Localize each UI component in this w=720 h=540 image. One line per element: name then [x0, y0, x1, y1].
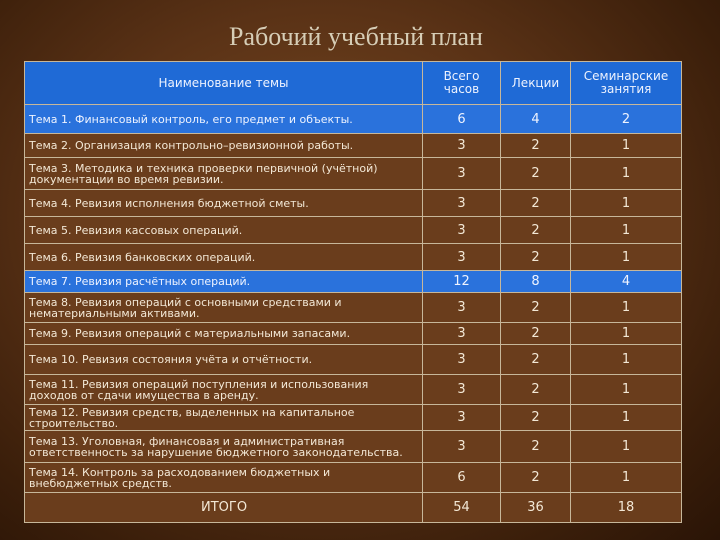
table-row: [25, 271, 682, 293]
header-seminars: Семинарские занятия: [571, 62, 682, 105]
table-row: [25, 463, 682, 493]
row-lectures: 2: [501, 323, 571, 345]
row-lectures: 2: [501, 375, 571, 405]
total-hours-value: 54: [423, 493, 501, 523]
row-total-hours: 3: [423, 375, 501, 405]
row-theme: Тема 7. Ревизия расчётных операций.: [25, 271, 423, 293]
row-total-hours: 12: [423, 271, 501, 293]
row-total-hours: 3: [423, 244, 501, 271]
row-theme: Тема 2. Организация контрольно–ревизионной работы.: [25, 134, 423, 158]
table-row: [25, 134, 682, 158]
row-total-hours: 3: [423, 405, 501, 431]
row-theme: Тема 11. Ревизия операций поступления и использования доходов от сдачи имущества в аренду.: [25, 375, 423, 405]
row-seminars: 1: [571, 158, 682, 190]
page-title: Рабочий учебный план: [229, 22, 483, 51]
row-total-hours: 6: [423, 105, 501, 134]
row-theme: Тема 4. Ревизия исполнения бюджетной сметы.: [25, 190, 423, 217]
row-total-hours: 3: [423, 345, 501, 375]
row-seminars: 1: [571, 463, 682, 493]
row-lectures: 2: [501, 190, 571, 217]
table-row: [25, 217, 682, 244]
total-lectures-value: 36: [501, 493, 571, 523]
total-row: [25, 493, 682, 523]
row-total-hours: 3: [423, 158, 501, 190]
table-row: [25, 293, 682, 323]
row-lectures: 2: [501, 463, 571, 493]
row-theme: Тема 13. Уголовная, финансовая и административная ответственность за нарушение бюджетного законодательства.: [25, 431, 423, 463]
table-row: [25, 244, 682, 271]
row-seminars: 1: [571, 190, 682, 217]
row-seminars: 1: [571, 134, 682, 158]
row-seminars: 1: [571, 244, 682, 271]
table-row: [25, 431, 682, 463]
row-lectures: 2: [501, 293, 571, 323]
row-theme: Тема 10. Ревизия состояния учёта и отчётности.: [25, 345, 423, 375]
row-total-hours: 3: [423, 323, 501, 345]
row-lectures: 2: [501, 134, 571, 158]
row-seminars: 1: [571, 323, 682, 345]
header-theme: Наименование темы: [25, 62, 423, 105]
row-theme: Тема 8. Ревизия операций с основными средствами и нематериальными активами.: [25, 293, 423, 323]
row-lectures: 2: [501, 405, 571, 431]
row-lectures: 2: [501, 345, 571, 375]
row-seminars: 1: [571, 375, 682, 405]
row-seminars: 1: [571, 345, 682, 375]
row-theme: Тема 3. Методика и техника проверки первичной (учётной) документации во время ревизии.: [25, 158, 423, 190]
row-total-hours: 3: [423, 293, 501, 323]
row-seminars: 2: [571, 105, 682, 134]
row-lectures: 2: [501, 217, 571, 244]
row-lectures: 2: [501, 431, 571, 463]
row-total-hours: 6: [423, 463, 501, 493]
row-seminars: 1: [571, 217, 682, 244]
row-total-hours: 3: [423, 431, 501, 463]
table-row: [25, 405, 682, 431]
row-seminars: 1: [571, 405, 682, 431]
table-row: [25, 375, 682, 405]
row-seminars: 1: [571, 431, 682, 463]
header-lectures: Лекции: [501, 62, 571, 105]
table-row: [25, 190, 682, 217]
row-lectures: 4: [501, 105, 571, 134]
table-row: [25, 158, 682, 190]
curriculum-table: [24, 61, 682, 523]
row-total-hours: 3: [423, 134, 501, 158]
row-theme: Тема 14. Контроль за расходованием бюджетных и внебюджетных средств.: [25, 463, 423, 493]
row-total-hours: 3: [423, 217, 501, 244]
row-theme: Тема 9. Ревизия операций с материальными запасами.: [25, 323, 423, 345]
row-lectures: 8: [501, 271, 571, 293]
table-row: [25, 323, 682, 345]
row-theme: Тема 6. Ревизия банковских операций.: [25, 244, 423, 271]
row-lectures: 2: [501, 244, 571, 271]
row-theme: Тема 1. Финансовый контроль, его предмет и объекты.: [25, 105, 423, 134]
total-label: ИТОГО: [25, 493, 423, 523]
row-theme: Тема 5. Ревизия кассовых операций.: [25, 217, 423, 244]
row-lectures: 2: [501, 158, 571, 190]
row-seminars: 4: [571, 271, 682, 293]
row-seminars: 1: [571, 293, 682, 323]
table-row: [25, 105, 682, 134]
total-seminars-value: 18: [571, 493, 682, 523]
row-total-hours: 3: [423, 190, 501, 217]
table-row: [25, 345, 682, 375]
header-total-hours: Всего часов: [423, 62, 501, 105]
row-theme: Тема 12. Ревизия средств, выделенных на капитальное строительство.: [25, 405, 423, 431]
